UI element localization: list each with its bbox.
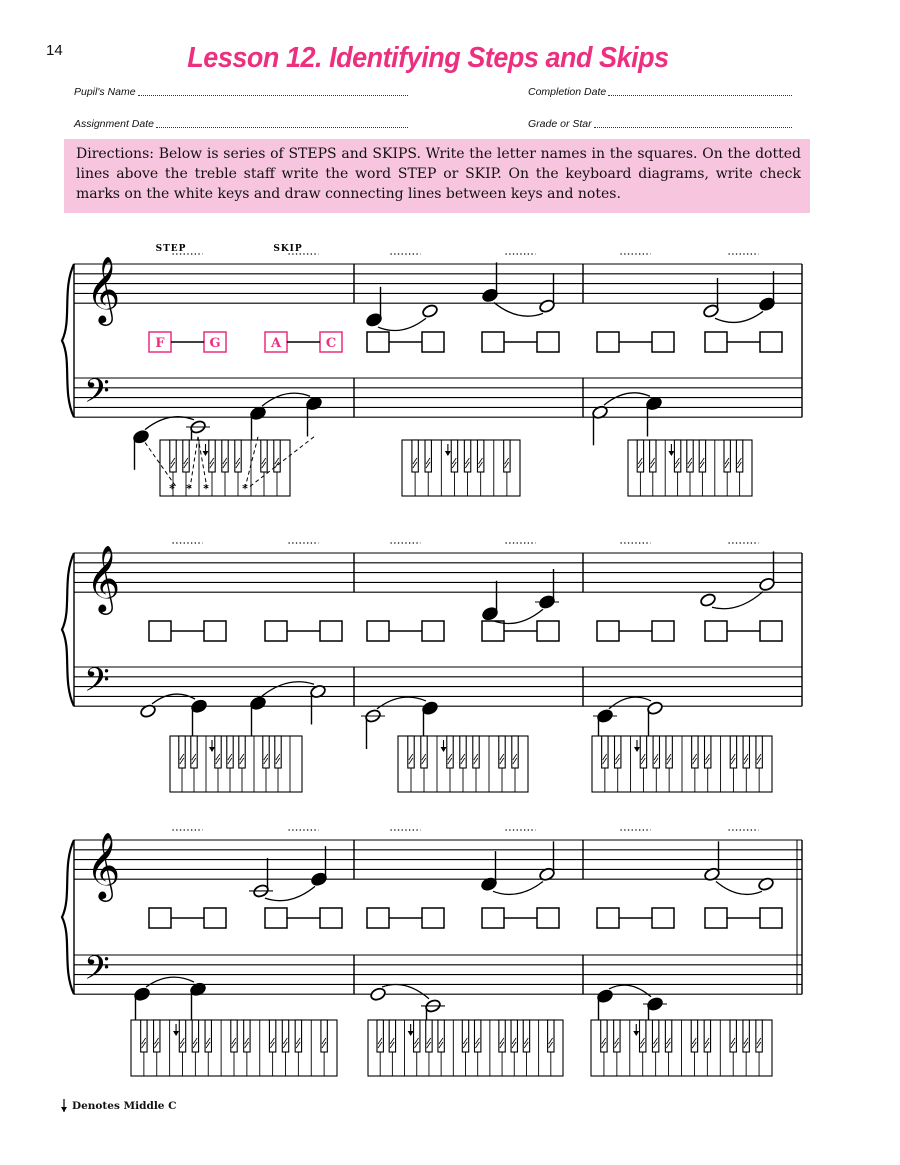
black-key (724, 440, 730, 472)
letter-answer-box (760, 332, 782, 352)
black-key (674, 440, 680, 472)
example-letter: G (209, 336, 221, 351)
black-key (756, 1020, 762, 1052)
black-key (447, 736, 453, 768)
black-key (473, 736, 479, 768)
letter-answer-box (537, 908, 559, 928)
black-key (183, 440, 189, 472)
letter-answer-box (367, 621, 389, 641)
note-head (421, 303, 438, 318)
music-system (62, 830, 802, 1076)
black-key (704, 1020, 710, 1052)
black-key (705, 736, 711, 768)
black-key (412, 440, 418, 472)
grand-staff-brace (62, 840, 74, 994)
keyboard-diagram (628, 440, 752, 496)
black-key (282, 1020, 288, 1052)
bass-clef-icon: 𝄢 (84, 372, 110, 419)
slur (146, 977, 194, 987)
letter-answer-box (705, 908, 727, 928)
letter-answer-box (482, 621, 504, 641)
black-key (687, 440, 693, 472)
letter-answer-box (265, 908, 287, 928)
lesson-title: Lesson 12. Identifying Steps and Skips (187, 42, 669, 74)
black-key (499, 736, 505, 768)
slur (493, 882, 543, 895)
keyboard-diagram (131, 1020, 337, 1076)
keyboard-diagram (368, 1020, 563, 1076)
black-key (652, 1020, 658, 1052)
black-key (389, 1020, 395, 1052)
treble-clef-icon: 𝄞 (86, 255, 121, 324)
letter-answer-box (482, 332, 504, 352)
black-key (653, 736, 659, 768)
example-letter: A (270, 336, 282, 351)
letter-answer-box (367, 908, 389, 928)
example-check-mark: * (242, 482, 248, 495)
slur (262, 682, 314, 696)
keyboard-diagram (170, 736, 302, 792)
black-key (425, 440, 431, 472)
letter-answer-box (537, 621, 559, 641)
black-key (263, 736, 269, 768)
black-key (414, 1020, 420, 1052)
page-number: 14 (46, 42, 63, 59)
note-head (699, 592, 716, 607)
black-key (191, 736, 197, 768)
black-key (222, 440, 228, 472)
pupil-name-label: Pupil's Name (74, 86, 136, 98)
black-key (141, 1020, 147, 1052)
black-key (615, 736, 621, 768)
black-key (295, 1020, 301, 1052)
example-step-label: STEP (155, 244, 187, 254)
music-system (62, 543, 802, 792)
music-system (62, 254, 802, 496)
letter-answer-box (422, 332, 444, 352)
letter-answer-box (652, 908, 674, 928)
letter-answer-box (597, 621, 619, 641)
slur (145, 417, 194, 430)
black-key (511, 1020, 517, 1052)
black-key (421, 736, 427, 768)
black-key (235, 440, 241, 472)
black-key (209, 440, 215, 472)
letter-answer-box (422, 908, 444, 928)
keyboard-diagram (591, 1020, 772, 1076)
black-key (692, 736, 698, 768)
letter-answer-box (597, 908, 619, 928)
middle-c-arrow-icon (60, 1099, 68, 1113)
slur (716, 882, 762, 895)
keyboard-diagram (592, 736, 772, 792)
letter-answer-box (265, 621, 287, 641)
keyboard-frame (402, 440, 520, 496)
black-key (179, 1020, 185, 1052)
black-key (499, 1020, 505, 1052)
black-key (640, 1020, 646, 1052)
black-key (523, 1020, 529, 1052)
footnote (60, 1099, 177, 1113)
black-key (730, 736, 736, 768)
letter-answer-box (149, 621, 171, 641)
black-key (602, 736, 608, 768)
black-key (462, 1020, 468, 1052)
example-check-mark: * (203, 482, 209, 495)
completion-date-label: Completion Date (528, 86, 607, 98)
letter-answer-box (705, 621, 727, 641)
example-check-mark: * (186, 482, 192, 495)
directions-text: Directions: Below is series of STEPS and SKIPS. Write the letter names in the squares. On the dotted lines above the treble staff write the word STEP or SKIP. On the keyboard diagrams, write check marks on the white keys and draw connecting lines between keys and notes. (76, 146, 801, 202)
black-key (756, 736, 762, 768)
letter-answer-box (652, 621, 674, 641)
note-head (369, 987, 386, 1002)
letter-answer-box (204, 621, 226, 641)
black-key (451, 440, 457, 472)
black-key (730, 1020, 736, 1052)
slur (378, 318, 426, 330)
slur (604, 393, 650, 405)
black-key (477, 440, 483, 472)
black-key (640, 736, 646, 768)
treble-clef-icon: 𝄞 (86, 544, 121, 613)
example-letter: F (155, 336, 165, 351)
grand-staff-brace (62, 264, 74, 417)
letter-answer-box (537, 332, 559, 352)
black-key (699, 440, 705, 472)
slur (609, 985, 651, 997)
black-key (244, 1020, 250, 1052)
black-key (408, 736, 414, 768)
slur (152, 694, 195, 704)
black-key (239, 736, 245, 768)
letter-answer-box (320, 621, 342, 641)
slur (494, 303, 543, 317)
black-key (691, 1020, 697, 1052)
black-key (179, 736, 185, 768)
black-key (192, 1020, 198, 1052)
black-key (227, 736, 233, 768)
bass-clef-icon: 𝄢 (84, 949, 110, 996)
letter-answer-box (705, 332, 727, 352)
black-key (275, 736, 281, 768)
black-key (231, 1020, 237, 1052)
example-letter: C (325, 336, 337, 351)
black-key (205, 1020, 211, 1052)
black-key (743, 736, 749, 768)
slur (377, 697, 426, 709)
slur (382, 984, 429, 998)
black-key (438, 1020, 444, 1052)
black-key (601, 1020, 607, 1052)
slur (712, 592, 763, 609)
letter-answer-box (149, 908, 171, 928)
black-key (154, 1020, 160, 1052)
footnote-text: Denotes Middle C (72, 1100, 177, 1112)
black-key (512, 736, 518, 768)
letter-answer-box (482, 908, 504, 928)
example-skip-label: SKIP (273, 244, 303, 254)
black-key (637, 440, 643, 472)
keyboard-diagram (398, 736, 528, 792)
letter-answer-box (652, 332, 674, 352)
black-key (426, 1020, 432, 1052)
black-key (269, 1020, 275, 1052)
keyboard-diagram (160, 440, 290, 496)
letter-answer-box (760, 908, 782, 928)
black-key (215, 736, 221, 768)
assignment-date-label: Assignment Date (74, 118, 154, 130)
bass-clef-icon: 𝄢 (84, 661, 110, 708)
black-key (377, 1020, 383, 1052)
black-key (321, 1020, 327, 1052)
letter-answer-box (597, 332, 619, 352)
slur (609, 697, 651, 709)
letter-answer-box (320, 908, 342, 928)
letter-answer-box (760, 621, 782, 641)
letter-answer-box (422, 621, 444, 641)
black-key (464, 440, 470, 472)
grade-or-star-label: Grade or Star (528, 118, 592, 130)
black-key (614, 1020, 620, 1052)
black-key (548, 1020, 554, 1052)
black-key (474, 1020, 480, 1052)
letter-answer-box (367, 332, 389, 352)
slur (265, 886, 315, 900)
black-key (504, 440, 510, 472)
grand-staff-brace (62, 553, 74, 706)
black-key (460, 736, 466, 768)
black-key (650, 440, 656, 472)
black-key (261, 440, 267, 472)
black-key (666, 736, 672, 768)
keyboard-diagram (402, 440, 520, 496)
keyboard-frame (170, 736, 302, 792)
black-key (170, 440, 176, 472)
letter-answer-box (204, 908, 226, 928)
slur (715, 311, 763, 322)
treble-clef-icon: 𝄞 (86, 831, 121, 900)
black-key (736, 440, 742, 472)
slur (262, 393, 310, 406)
black-key (665, 1020, 671, 1052)
example-check-mark: * (169, 482, 175, 495)
black-key (743, 1020, 749, 1052)
